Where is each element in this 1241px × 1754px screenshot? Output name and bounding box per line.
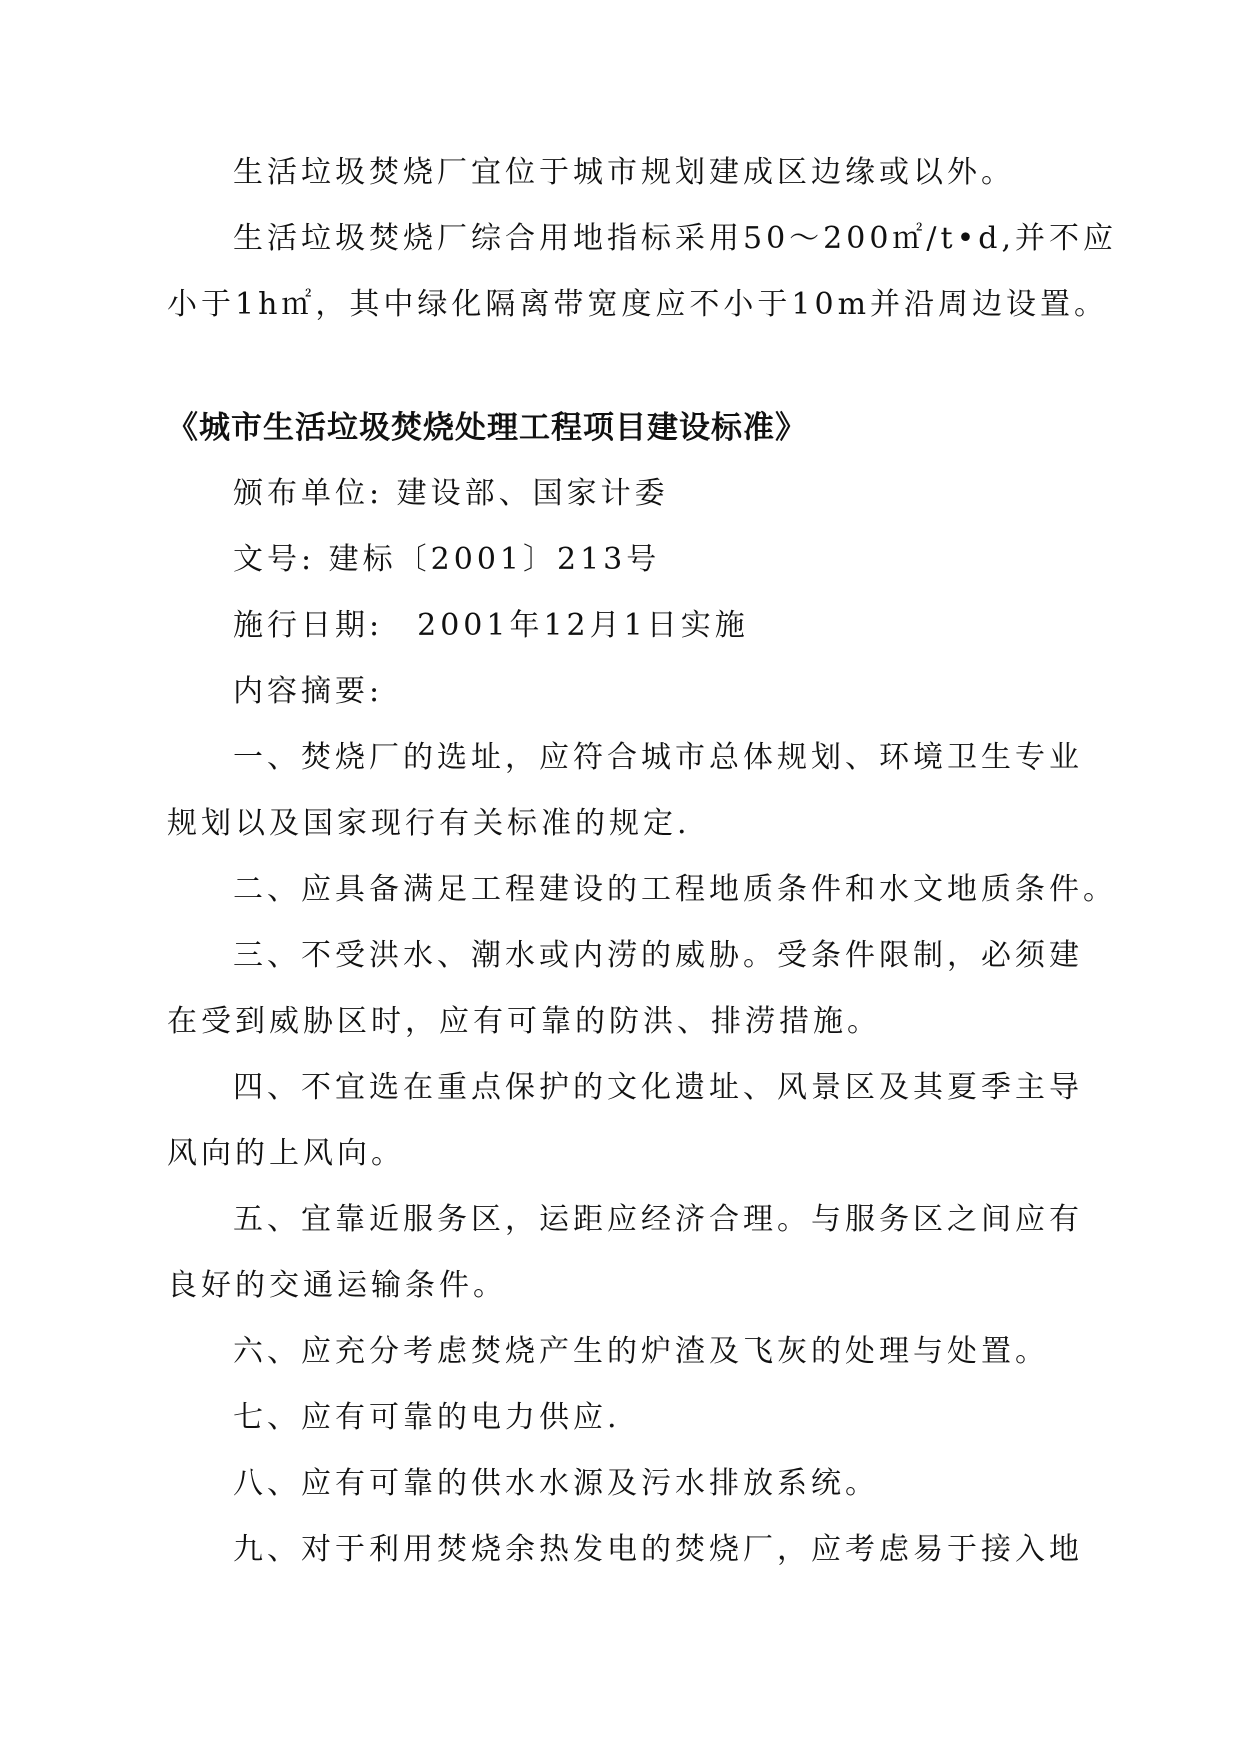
item-1-line1: 一、焚烧厂的选址，应符合城市总体规划、环境卫生专业 [233,740,1083,775]
item-1-line2: 规划以及国家现行有关标准的规定. [167,806,691,841]
item-2-line1: 二、应具备满足工程建设的工程地质条件和水文地质条件。 [233,872,1117,907]
item-6-line1: 六、应充分考虑焚烧产生的炉渣及飞灰的处理与处置。 [233,1334,1049,1369]
doc-number-line: 文号: 建标〔2001〕213号 [233,542,661,577]
item-5-line2: 良好的交通运输条件。 [167,1268,507,1303]
item-9-line1: 九、对于利用焚烧余热发电的焚烧厂，应考虑易于接入地 [233,1532,1083,1567]
item-5-line1: 五、宜靠近服务区，运距应经济合理。与服务区之间应有 [233,1202,1083,1237]
paragraph-land-use-line1: 生活垃圾焚烧厂综合用地指标采用50～200㎡/t•d,并不应 [233,221,1118,256]
item-7-line1: 七、应有可靠的电力供应. [233,1400,621,1435]
item-3-line1: 三、不受洪水、潮水或内涝的威胁。受条件限制，必须建 [233,938,1083,973]
paragraph-location: 生活垃圾焚烧厂宜位于城市规划建成区边缘或以外。 [233,155,1015,190]
item-8-line1: 八、应有可靠的供水水源及污水排放系统。 [233,1466,879,1501]
standard-title: 《城市生活垃圾焚烧处理工程项目建设标准》 [167,410,807,446]
item-4-line2: 风向的上风向。 [167,1136,405,1171]
effective-date-line: 施行日期: 2001年12月1日实施 [233,608,749,643]
paragraph-land-use-line2: 小于1h㎡，其中绿化隔离带宽度应不小于10m并沿周边设置。 [167,287,1109,322]
summary-label: 内容摘要: [233,674,384,709]
item-3-line2: 在受到威胁区时，应有可靠的防洪、排涝措施。 [167,1004,881,1039]
issuer-line: 颁布单位: 建设部、国家计委 [233,476,669,511]
item-4-line1: 四、不宜选在重点保护的文化遗址、风景区及其夏季主导 [233,1070,1083,1105]
